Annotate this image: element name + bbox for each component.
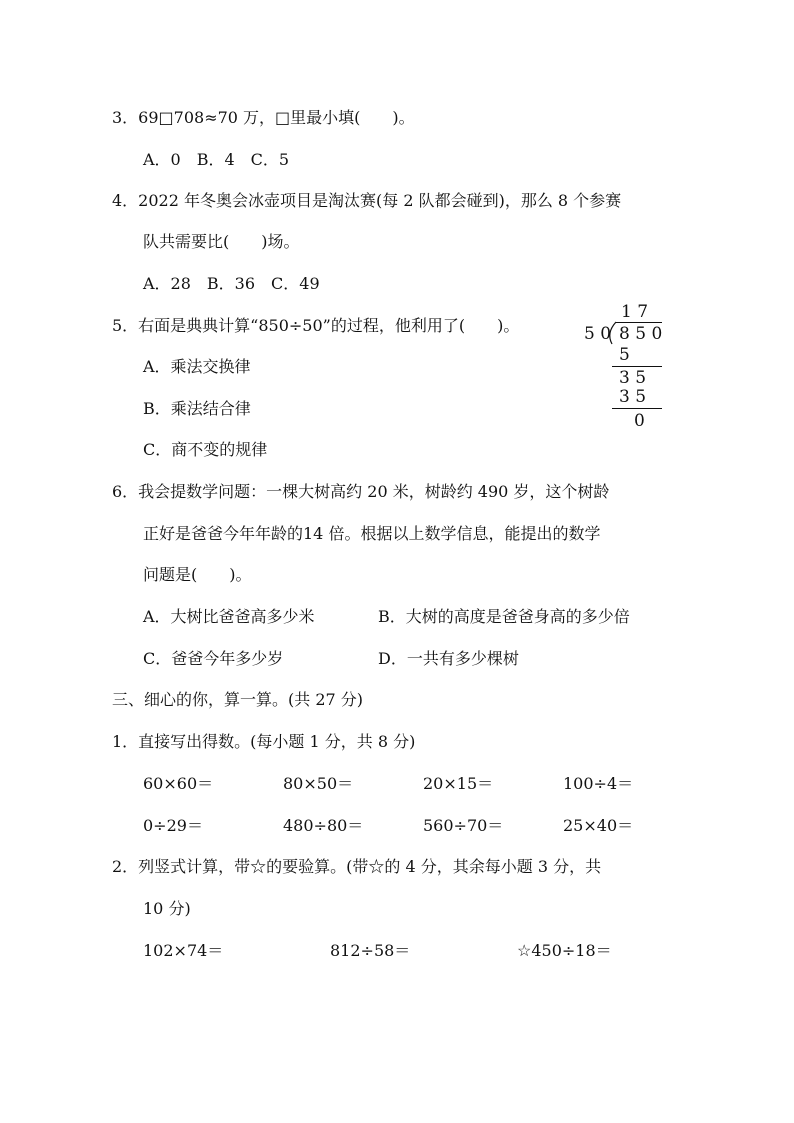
p1-item: 20×15＝ — [423, 774, 494, 793]
q6-option-d: D．一共有多少棵树 — [378, 649, 519, 668]
p2-item: 102×74＝ — [143, 941, 224, 960]
p2-stem-line1: 2．列竖式计算，带☆的要验算。(带☆的 4 分，其余每小题 3 分，共 — [112, 857, 602, 876]
p1-item: 25×40＝ — [563, 816, 634, 835]
p1-item: 0÷29＝ — [143, 816, 203, 835]
ld-rule-1 — [612, 366, 662, 367]
q6-stem-line2: 正好是爸爸今年年龄的14 倍。根据以上数学信息，能提出的数学 — [143, 524, 601, 543]
p1-item: 480÷80＝ — [283, 816, 364, 835]
ld-dividend: 8 5 0 — [619, 324, 663, 344]
q6-stem-line3: 问题是( )。 — [143, 565, 252, 584]
q4-stem-line2: 队共需要比( )场。 — [143, 232, 300, 251]
q4-stem-line1: 4．2022 年冬奥会冰壶项目是淘汰赛(每 2 队都会碰到)，那么 8 个参赛 — [112, 191, 622, 210]
ld-quotient: 1 7 — [621, 302, 649, 322]
ld-divisor: 5 0 — [584, 324, 612, 344]
p1-stem: 1．直接写出得数。(每小题 1 分，共 8 分) — [112, 732, 416, 751]
q3-options: A．0 B．4 C．5 — [143, 150, 290, 169]
q5-option-b: B．乘法结合律 — [143, 399, 251, 418]
ld-rule-2 — [612, 408, 662, 409]
q6-option-b: B．大树的高度是爸爸身高的多少倍 — [378, 607, 630, 626]
ld-step1: 5 — [619, 345, 630, 365]
p1-item: 560÷70＝ — [423, 816, 504, 835]
ld-step3: 3 5 — [619, 387, 647, 407]
ld-division-bracket — [604, 321, 618, 345]
q5-stem: 5．右面是典典计算“850÷50”的过程，他利用了( )。 — [112, 316, 520, 335]
q6-option-c: C．爸爸今年多少岁 — [143, 649, 284, 668]
q3-stem: 3．69□708≈70 万，□里最小填( )。 — [112, 108, 415, 127]
p1-item: 80×50＝ — [283, 774, 354, 793]
p2-stem-line2: 10 分) — [143, 899, 191, 918]
ld-remainder: 0 — [634, 411, 645, 431]
ld-quotient-bar — [616, 322, 662, 323]
q4-options: A．28 B．36 C．49 — [143, 274, 320, 293]
p2-item: ☆450÷18＝ — [517, 941, 612, 960]
q5-option-c: C．商不变的规律 — [143, 440, 268, 459]
q6-option-a: A．大树比爸爸高多少米 — [143, 607, 315, 626]
ld-step2: 3 5 — [619, 368, 647, 388]
p1-item: 100÷4＝ — [563, 774, 634, 793]
p2-item: 812÷58＝ — [330, 941, 411, 960]
q6-stem-line1: 6．我会提数学问题：一棵大树高约 20 米，树龄约 490 岁，这个树龄 — [112, 482, 610, 501]
p1-item: 60×60＝ — [143, 774, 214, 793]
q5-option-a: A．乘法交换律 — [143, 357, 251, 376]
section3-title: 三、细心的你，算一算。(共 27 分) — [112, 690, 364, 709]
